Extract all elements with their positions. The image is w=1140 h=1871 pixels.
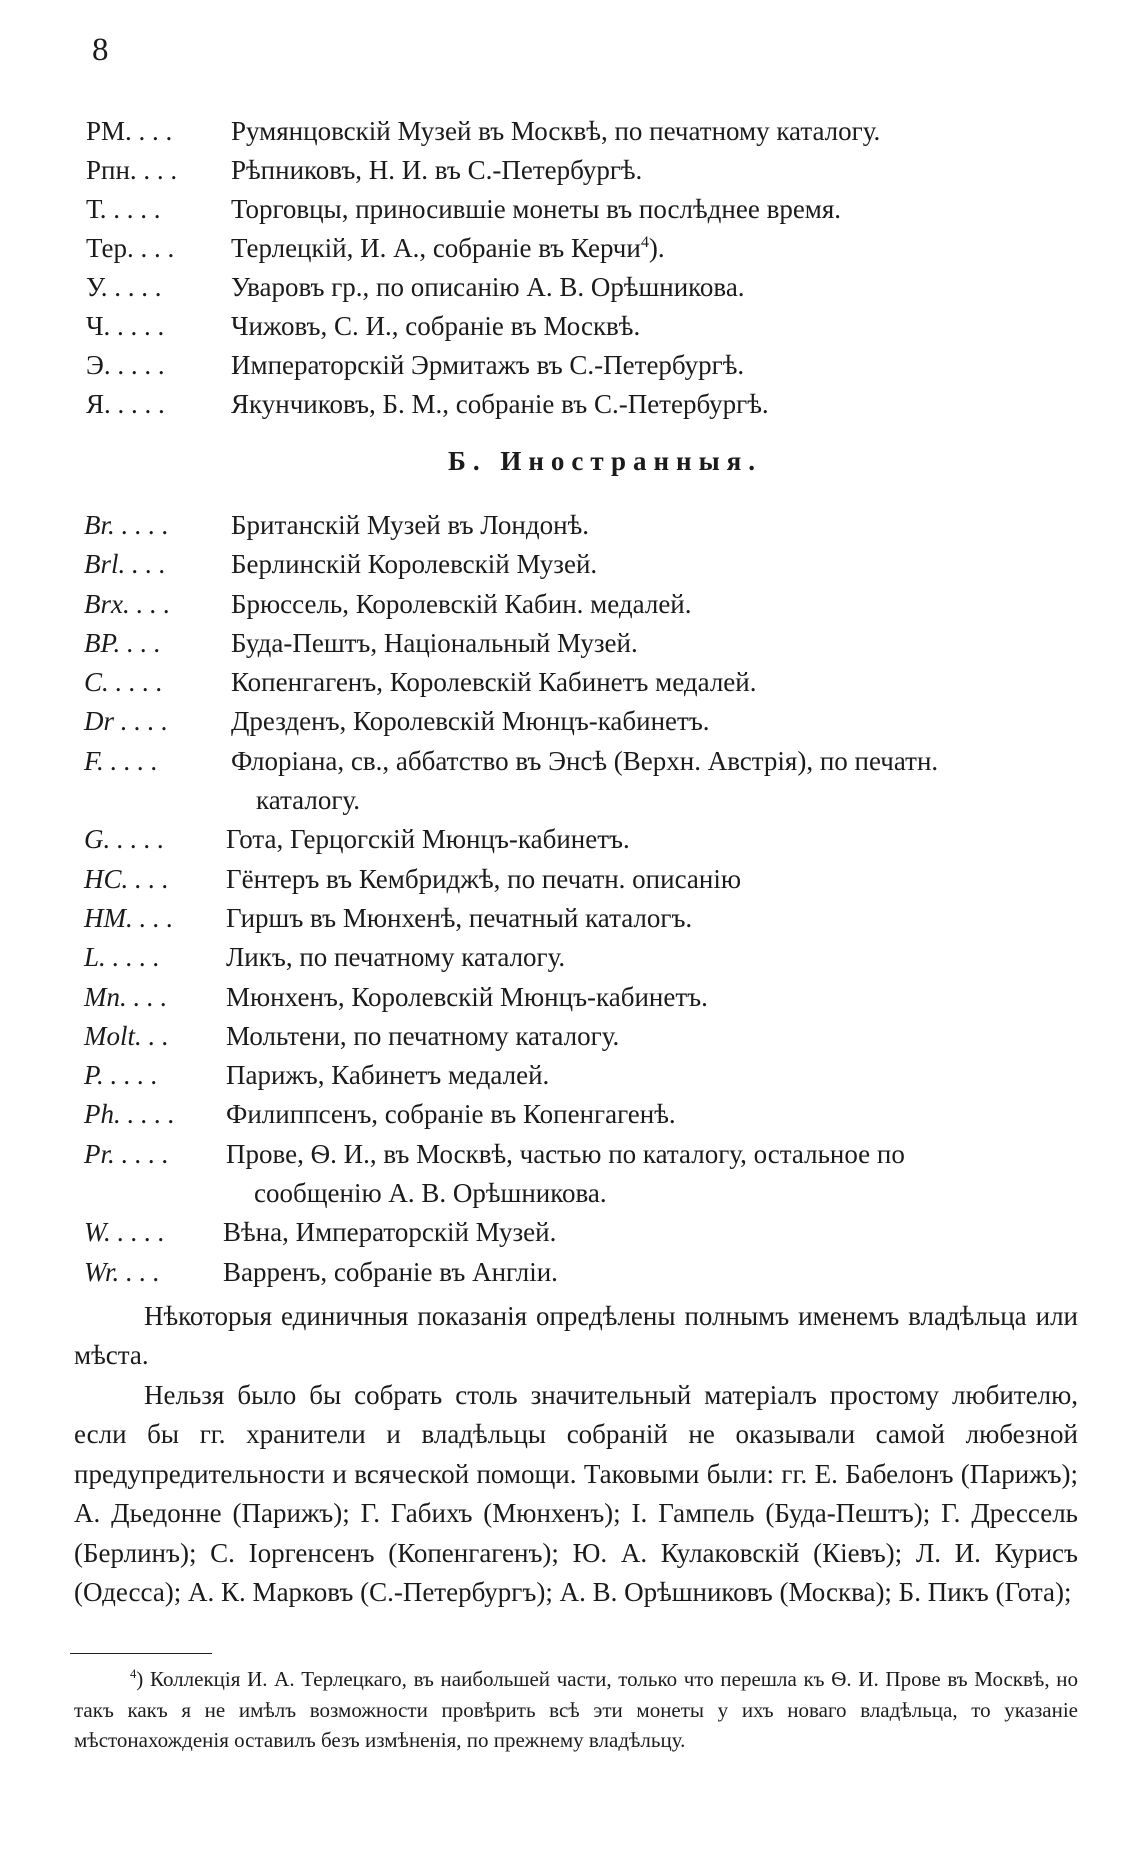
abbreviation-row <box>84 820 1094 859</box>
description-text: Терлецкій, И. А., собраніе въ Керчи <box>231 233 641 263</box>
footnote-divider <box>70 1653 212 1654</box>
abbreviation-row <box>86 112 1096 151</box>
abbreviation-row <box>84 624 1094 663</box>
abbreviation-row <box>84 978 1094 1017</box>
abbreviation-row <box>84 545 1094 584</box>
abbreviation-row <box>86 307 1096 346</box>
abbreviation-description: Императорскій Эрмитажъ въ С.-Петербургѣ. <box>231 350 745 380</box>
abbreviation-code: C. . . . . <box>84 667 163 698</box>
abbreviation-description: Якунчиковъ, Б. М., собраніе въ С.-Петербургѣ. <box>231 389 769 419</box>
abbreviation-row <box>86 229 1096 268</box>
abbreviation-code: Pr. . . . . <box>84 1138 169 1169</box>
abbreviation-code: G. . . . . <box>84 824 165 855</box>
abbreviation-row <box>84 742 1094 821</box>
abbreviation-description: Прове, Ѳ. И., въ Москвѣ, частью по каталогу, остальное по <box>226 1138 905 1169</box>
abbreviation-description-continued: каталогу. <box>256 785 360 816</box>
abbreviation-code: BP. . . . <box>84 627 161 658</box>
abbreviation-row <box>86 151 1096 190</box>
abbreviation-code: Molt. . . <box>84 1020 169 1051</box>
abbreviation-description: Чижовъ, С. И., собраніе въ Москвѣ. <box>231 311 641 341</box>
abbreviation-row <box>84 860 1094 899</box>
abbreviation-code: Mn. . . . <box>84 981 168 1012</box>
abbreviation-row <box>86 385 1096 424</box>
abbreviation-description: Мольтени, по печатному каталогу. <box>226 1020 620 1051</box>
description-tail: ). <box>648 233 665 263</box>
abbreviation-code: Т. . . . . <box>86 194 161 224</box>
abbreviation-code: Br. . . . . <box>84 510 169 540</box>
abbreviation-description: Брюссель, Королевскій Кабин. медалей. <box>231 588 692 619</box>
abbreviation-description: Филиппсенъ, собраніе въ Копенгагенѣ. <box>226 1099 676 1130</box>
abbreviation-code: W. . . . . <box>84 1217 165 1248</box>
abbreviation-row <box>84 506 1094 545</box>
abbreviation-code: Рпн. . . . <box>86 155 178 185</box>
abbreviation-description: Гота, Герцогскій Мюнцъ-кабинетъ. <box>226 824 630 855</box>
abbreviation-row <box>84 585 1094 624</box>
abbreviation-description: Дрезденъ, Королевскій Мюнцъ-кабинетъ. <box>231 706 710 737</box>
abbreviation-row <box>84 1213 1094 1252</box>
abbreviation-code: Dr . . . . <box>84 706 169 737</box>
abbreviation-row <box>84 1017 1094 1056</box>
abbreviation-row <box>84 1135 1094 1214</box>
abbreviation-row <box>84 1253 1094 1292</box>
abbreviation-code: Brx. . . . <box>84 588 171 619</box>
footnote-reference: 4 <box>640 233 649 251</box>
abbreviation-code: У. . . . . <box>86 272 162 302</box>
abbreviation-code: Brl. . . . <box>84 549 166 580</box>
paragraph: Нѣкоторыя единичныя показанія опредѣлены полнымъ именемъ владѣльца или мѣста. <box>74 1301 1078 1371</box>
abbreviation-code: Ч. . . . . <box>86 311 165 341</box>
abbreviation-code: P. . . . . <box>84 1060 158 1091</box>
abbreviation-description: Румянцовскій Музей въ Москвѣ, по печатному каталогу. <box>231 116 881 146</box>
section-heading: Б. Иностранныя. <box>447 446 763 476</box>
abbreviation-description: Гёнтеръ въ Кембриджѣ, по печатн. описанію <box>226 863 742 894</box>
abbreviation-description: Британскій Музей въ Лондонѣ. <box>231 510 589 540</box>
abbreviation-code: HC. . . . <box>84 863 169 894</box>
abbreviation-description: Торговцы, приносившіе монеты въ послѣднее время. <box>231 194 842 224</box>
abbreviation-row <box>84 702 1094 741</box>
abbreviation-description: Вѣна, Императорскій Музей. <box>223 1217 557 1248</box>
abbreviation-description <box>231 229 665 268</box>
domestic-abbreviation-list <box>86 112 1096 424</box>
abbreviation-code: Я. . . . . <box>86 389 165 419</box>
abbreviation-description: Гиршъ въ Мюнхенѣ, печатный каталогъ. <box>226 902 693 933</box>
abbreviation-row <box>84 899 1094 938</box>
abbreviation-row <box>84 1056 1094 1095</box>
footnote-marker: 4 <box>130 1667 137 1681</box>
abbreviation-code: РМ. . . . <box>86 116 173 146</box>
abbreviation-description-continued: сообщенію А. В. Орѣшникова. <box>254 1178 607 1209</box>
abbreviation-description: Флоріана, св., аббатство въ Энсѣ (Верхн. Австрія), по печатн. <box>231 745 939 776</box>
abbreviation-description: Варренъ, собраніе въ Англіи. <box>223 1256 558 1287</box>
abbreviation-description: Ликъ, по печатному каталогу. <box>226 942 566 973</box>
abbreviation-row <box>86 268 1096 307</box>
abbreviation-code: Э. . . . . <box>86 350 165 380</box>
abbreviation-row <box>84 663 1094 702</box>
abbreviation-code: L. . . . . <box>84 942 160 973</box>
abbreviation-code: Тер. . . . <box>86 233 175 263</box>
abbreviation-code: Ph. . . . . <box>84 1099 175 1130</box>
abbreviation-row <box>86 190 1096 229</box>
paragraph: Нельзя было бы собрать столь значительный матеріалъ простому любителю, если бы гг. хранители и владѣльцы собраній не оказывали самой любезной предупредительности и всяческой помощи. Таковыми были: гг. Е. Бабелонъ (Парижъ); А. Дьедонне (Парижъ); Г. Габихъ (Мюнхенъ); І. Гампель (Буда-Пештъ); Г. Дрессель (Берлинъ); С. Іоргенсенъ (Копенгагенъ); Ю. А. Кулаковскій (Кіевъ); Л. И. Курисъ (Одесса); А. К. Марковъ (С.-Петербургъ); А. В. Орѣшниковъ (Москва); Б. Пикъ (Гота); <box>74 1380 1078 1608</box>
abbreviation-code: F. . . . . <box>84 745 158 776</box>
abbreviation-row <box>84 938 1094 977</box>
page-number: 8 <box>92 32 109 68</box>
abbreviation-description: Берлинскій Королевскій Музей. <box>231 549 598 580</box>
abbreviation-description: Копенгагенъ, Королевскій Кабинетъ медалей. <box>231 667 757 698</box>
abbreviation-description: Парижъ, Кабинетъ медалей. <box>226 1060 550 1091</box>
footnote-text: Коллекція И. А. Терлецкаго, въ наибольшей части, только что перешла къ Ѳ. И. Прове въ Москвѣ, но такъ какъ я не имѣлъ возможности провѣрить всѣ эти монеты у ихъ новаго владѣльца, то указаніе мѣстонахожденія оставилъ безъ измѣненія, по прежнему владѣльцу. <box>74 1667 1078 1752</box>
abbreviation-row <box>86 346 1096 385</box>
foreign-abbreviation-list <box>84 506 1094 1292</box>
abbreviation-description: Буда-Пештъ, Національный Музей. <box>231 627 638 658</box>
footnote: $^4$) Коллекція И. А. Терлецкаго, въ наибольшей части, только что перешла къ Ѳ. И. Прове въ Москвѣ, но такъ какъ я не имѣлъ возможности провѣрить всѣ эти монеты у ихъ новаго владѣльца, то указаніе мѣстонахожденія оставилъ безъ измѣненія, по прежнему владѣльцу. <box>74 1667 1078 1752</box>
abbreviation-row <box>84 1095 1094 1134</box>
abbreviation-code: HM. . . . <box>84 902 174 933</box>
abbreviation-description: Уваровъ гр., по описанію А. В. Орѣшникова. <box>231 272 745 302</box>
abbreviation-code: Wr. . . . <box>84 1256 160 1287</box>
abbreviation-description: Рѣпниковъ, Н. И. въ С.-Петербургѣ. <box>231 155 643 185</box>
abbreviation-description: Мюнхенъ, Королевскій Мюнцъ-кабинетъ. <box>226 981 708 1012</box>
